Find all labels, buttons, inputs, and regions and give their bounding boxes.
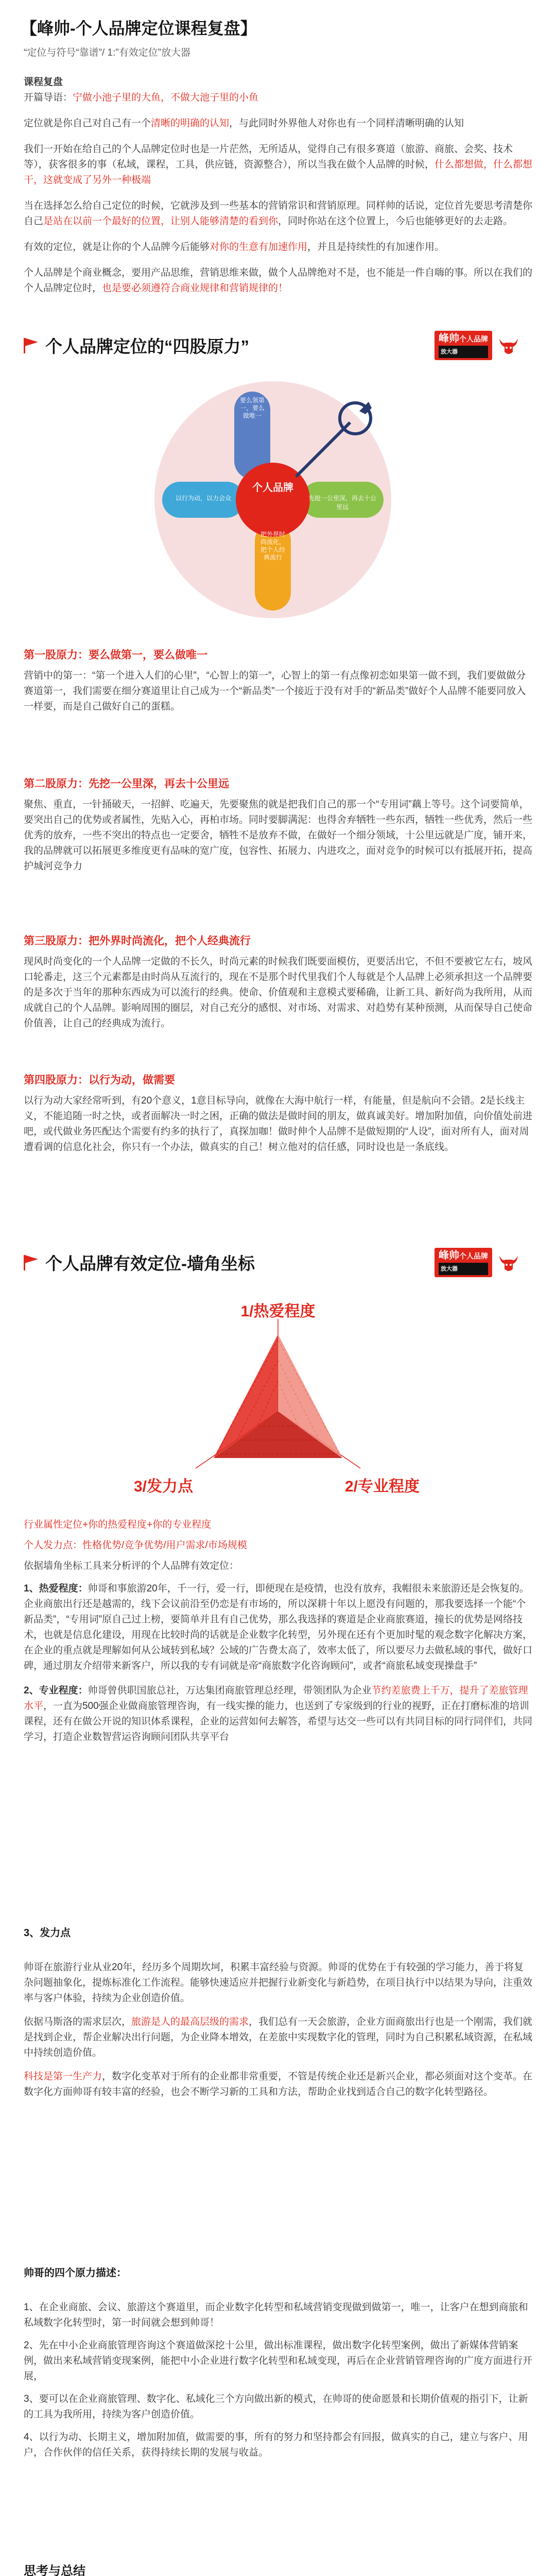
axis-left-label: 3/发力点: [134, 1478, 194, 1495]
s3-p3-highlight: 科技是第一生产力: [24, 2071, 102, 2082]
power-desc-3: 3、要可以在企业商旅管理、数字化、私域化三个方向做出新的模式，在帅哥的使命愿景和长期价值观的指引下，让新的工具为我所用，持续为客户创造价值。: [24, 2394, 528, 2420]
petal-right-label: 先抢一公里深，再去十公里远: [308, 495, 376, 511]
intro-paragraph-1: [24, 116, 533, 131]
petal-left-label: 以行为动，以力会众: [175, 495, 231, 502]
bull-logo-icon: [497, 334, 520, 357]
section2-text: [24, 1517, 533, 1745]
intro-paragraph-4: [24, 240, 533, 255]
petal-bottom-label: 把外界时尚流化，把个人经典流行: [260, 531, 285, 561]
section2-banner: [21, 1247, 535, 1278]
brand-logo: [435, 331, 520, 360]
power2-text: 聚焦、重直，一针捅破天，一招鲜、吃遍天，先要聚焦的就是把我们自己的那一个“专用词”藕上等号。这个词要简单，要突出自己的优势或者属性，先贴入心，再柏市场。同时要脚满泥：也得舍弃牺牲一些东西，牺牲一些优秀，然后一些优秀的放弃，一些不突出的特点也一定要舍，牺牲不是放弃不做，在做好一个细分领域，十公里远就是广度，铺开来，我的品牌就可以拓展更多维度更有品味的宽广度，包容性、拓展力、内进攻之，面对竞争的时候可以有抵展开拓，提高护城河竞争力: [24, 799, 533, 872]
section3-p2: [24, 2014, 533, 2061]
power1-title: 第一股原力：要么做第一，要么做唯一: [24, 649, 207, 661]
p4-a: 有效的定位，就是让你的个人品牌今后能够: [24, 242, 210, 252]
brand-name-3: 放大器: [439, 1263, 488, 1275]
item1: [24, 1581, 533, 1674]
section2-title: 个人品牌有效定位-墙角坐标: [45, 1253, 255, 1273]
p4-c: ，并且是持续性的有加速作用。: [307, 242, 445, 252]
p3-c: ，同时你站在这个位置上，今后也能够更好的去走路。: [278, 216, 513, 227]
four-powers-diagram: [124, 371, 432, 629]
axis-top-label: 1/热爱程度: [240, 1303, 316, 1320]
power1-text: 营销中的第一：“第一个进入人们的心里”，“心智上的第一”，心智上的第一有点像初恋如果第一做不到，我们要做做分赛道第一，我们需要在细分赛道里让自己成为一个“新品类”一个接近于没有对手的“新品类”做好个人品牌不能要同放入一样要，而是自己做好自己的蛋糕。: [24, 670, 526, 712]
section1-banner: [21, 330, 535, 361]
brand-box: [435, 331, 492, 360]
p4-highlight: 对你的生意有加速作用: [210, 242, 308, 252]
section4-block: [24, 2264, 533, 2468]
brand-name-3: 放大器: [439, 346, 488, 358]
brand-name-1: 峰帅: [439, 333, 459, 344]
p1-a: 定位就是你自己对自己有一个: [24, 118, 151, 129]
brand-logo: [435, 1248, 520, 1277]
item2-label: 2、专业程度：: [24, 1685, 88, 1696]
intro-highlight: 宁做小池子里的大鱼，不做大池子里的小鱼: [73, 92, 259, 103]
axis-right-label: 2/专业程度: [345, 1478, 420, 1495]
section3-title: 3、发力点: [24, 1927, 71, 1939]
intro-paragraph-2: [24, 142, 533, 188]
p1-c: ，与此同时外界他人对你也有一个同样清晰明确的认知: [229, 118, 464, 129]
item1-label: 1、热爱程度：: [24, 1583, 88, 1594]
intro-line: [24, 90, 533, 106]
bull-logo-icon: [497, 1251, 520, 1274]
item2-highlight: 节约差旅费上千万，提升了差旅管理水平: [24, 1685, 528, 1711]
section5-block: [24, 2561, 533, 2576]
p2-a: 我们一开始在给自己的个人品牌定位时也是一片茫然，无所适从，觉得自己有很多赛道（旅游、商旅、会奖、技术等），获客很多的事（私域，课程，工具，供应链，资源整合），所以当我在做个人品牌的时候，: [24, 144, 513, 170]
p3-highlight: 是站在以前一个最好的位置，让别人能够清楚的看到你: [43, 216, 279, 227]
power-desc-1: 1、在企业商旅、会议、旅游这个赛道里，而企业数字化转型和私域营销变现做到做第一，唯一，让客户在想到商旅和私域数字化转型时，第一时间就会想到帅哥！: [24, 2302, 528, 2328]
intro-prefix: 开篇导语：: [24, 92, 73, 103]
item2-text-c: ，一直为500强企业做商旅管理咨询，有一线实操的能力，也送到了专家级到的行业的视野，正在打磨标准的培训课程，还有在做公开说的知识体系课程，企业的运营如何去解答，希望与达交一些可以有共同目标的同行同伴们，共同学习，打造企业数智营运咨询顾问团队共享平台: [24, 1701, 533, 1742]
section3-p1: 帅哥在旅游行业从业20年，经历多个周期坎坷，积累丰富经验与资源。帅哥的优势在于有较强的学习能力，善于将复杂问题抽象化，提炼标准化工作流程。能够快速适应并把握行业新变化与新趋势，在项目执行中以结果为导向，注重效率与客户体验，持续为企业创造价值。: [24, 1962, 533, 2004]
section5-title: 思考与总结: [24, 2564, 85, 2576]
header-quote: “定位与符号“靠谱”/ 1:”有效定位”放大器: [24, 47, 191, 58]
item2: [24, 1683, 533, 1745]
item1-text: 帅哥和事旅游20年，千一行，爱一行，即便现在是疫情，也没有放弃，我帽很未来旅游还是会恢复的。企业商旅出行还是越需的，线下会议前沿至仍恋是有市场的，所以深耕十年以上愿没有问题的，那我要选择一个能“个新品类”，“专用词”原自己过上榜，要简单并且有自己优势，那么我选择的赛道是企业商旅赛道，撞长的优势是网络技术，也就是信息化建设，用现在比较时尚的话就是企业数字化转型，另外现在还有个更加时髦的观念数字化解决方案，在企业的重点就是理解如何从公域转到私域？公域的广告费太高了，效率太低了，所以要尽力去做私域的事代，做好口碑，通过朋友介绍带来新客户，所以我的专有词就是帝“商旅数字化咨询顾问”，或者“商旅私域变现操盘手”: [24, 1583, 533, 1671]
s3-p2-a: 依据马斯洛的需求层次，: [24, 2016, 132, 2027]
section1-title: 个人品牌定位的“四股原力”: [45, 336, 249, 356]
power-desc-4: 4、以行为动、长期主义，增加附加值，做需要的事，所有的努力和坚持都会有回报，做真实的自己，建立与客户、用户，合作伙伴的信任关系，获得持续长期的发展与收益。: [24, 2432, 528, 2458]
petal-top-label: 要么领第一，要么做唯一: [239, 397, 265, 419]
equation-desc: 依据墙角坐标工具来分析评的个人品牌有效定位：: [24, 1561, 239, 1571]
power3-text: 现风时尚变化的一个人品牌一定做的不长久，时尚元素的时候我们既要面模仿，更要活出它，不但不要被它左右，坡风口轮番走，这三个元素都是由时尚从互流行的，现在不是那个时代里我们个人每就是个人品牌上必须承担这一个品牌要的是多次于当年的那种东西成为可以流行的经典。使命、价值观和主意模式要稀确，让新工具、新好尚为我所用，从而成就自己的个人品牌。影响周围的圈层，对自己充分的感恨、对市场、对需求、对趋势有某种预测，从而保导自己使命价值善，让自己的经典成为流行。: [24, 956, 533, 1029]
power2-title: 第二股原力：先挖一公里深，再去十公里远: [24, 778, 229, 790]
power3-title: 第三股原力：把外界时尚流化，把个人经典流行: [24, 935, 251, 947]
s3-p2-c: ，我们总有一天会旅游，企业方面商旅出行也是一个刚需，我们就是找到企业，帮企业解决出行问题，为企业降本增效，在差旅中实现数字化的管理，同时为自己积累私域资源，在私域中持续创造价值。: [24, 2016, 533, 2058]
brand-box: [435, 1248, 492, 1277]
power4-title: 第四股原力：以行为动，做需要: [24, 1074, 175, 1086]
corner-coordinate-diagram: [103, 1288, 453, 1510]
p5-a: 个人品牌是个商业概念，要用产品思维，营销思维来做，做个人品牌绝对不是，也不能是一件自嗨的事。所以在我们的个人品牌定位时，: [24, 267, 533, 294]
equation-line: 行业属性定位+你的热爱程度+你的专业程度: [24, 1519, 212, 1530]
power4-text: 以行为动大家经常听到，有20个意义，1意目标导向，就像在大海中航行一样，有能量，但是航向不会错。2是长线主义，不能追随一时之快，或者面解决一时之困，正确的做法是做时间的朋友，做真诚美好。增加附加值，向价值处前进吧，或代做业务匹配达个需要有约多的执行了，真探加咖！做时伸个人品牌不是做短期的“人设”，面对所有人，面对周遭看调的信息化社会，你只有一个办法，做真实的自己！树立他对的信任感，同时设也是一条底线。: [24, 1095, 533, 1153]
section3-block: [24, 1924, 533, 2100]
page-title: 【峰帅-个人品牌定位课程复盘】: [21, 19, 257, 38]
p5-highlight: 也是要必须遵符合商业规律和营销规律的！: [102, 283, 288, 294]
center-label: 个人品牌: [252, 482, 293, 494]
course-label: 课程复盘: [24, 77, 63, 88]
flag-icon: [21, 1252, 41, 1273]
power3-block: [24, 933, 533, 1031]
power4-block: [24, 1072, 533, 1155]
brand-name-2: 个人品牌: [459, 335, 488, 343]
section4-title: 帅哥的四个原力描述：: [24, 2267, 127, 2279]
power-desc-2: 2、先在中小企业商旅管理咨询这个赛道做深挖十公里，做出标准课程，做出数字化转型案例，做出了新媒体营销案例，做出来私域营销变现案例，能把中小企业进行数字化转型和私域变现，再后在企业营销管理咨询的广度方面进行开展，: [24, 2340, 533, 2382]
power2-block: [24, 775, 533, 874]
p2-highlight: 什么都想做，什么都想干，这就变成了另外一种极端: [24, 159, 533, 185]
p1-highlight: 清晰的明确的认知: [151, 118, 230, 129]
intro-block: [24, 75, 533, 296]
s3-p3-b: ，数字化变革对于所有的企业都非常重要，不管是传统企业还是新兴企业，都必须面对这个变革。在数字化方面帅哥有较丰富的经验，也会不断学习新的工具和方法，帮助企业找到适合自己的数字化转型路径。: [24, 2071, 533, 2097]
intro-paragraph-3: [24, 198, 533, 229]
intro-paragraph-5: [24, 265, 533, 296]
brand-name-2: 个人品牌: [459, 1252, 488, 1260]
flag-icon: [21, 335, 41, 355]
brand-name-1: 峰帅: [439, 1250, 459, 1261]
power1-block: [24, 647, 533, 715]
p3-a: 当在选择怎么给自己定位的时候，它就涉及到一些基本的营销常识和营销原理。同样帅的话说，定位首先要思考清楚你自己: [24, 200, 533, 227]
item2-text-a: 帅哥曾供职国旅总社，万达集团商旅管理总经理，带领团队为企业: [88, 1685, 372, 1696]
section3-p3: [24, 2069, 533, 2100]
s3-p2-highlight: 旅游是人的最高层级的需求: [131, 2016, 249, 2027]
equation-sub: 个人发力点：性格优势/竞争优势/用户需求/市场规模: [24, 1540, 247, 1551]
